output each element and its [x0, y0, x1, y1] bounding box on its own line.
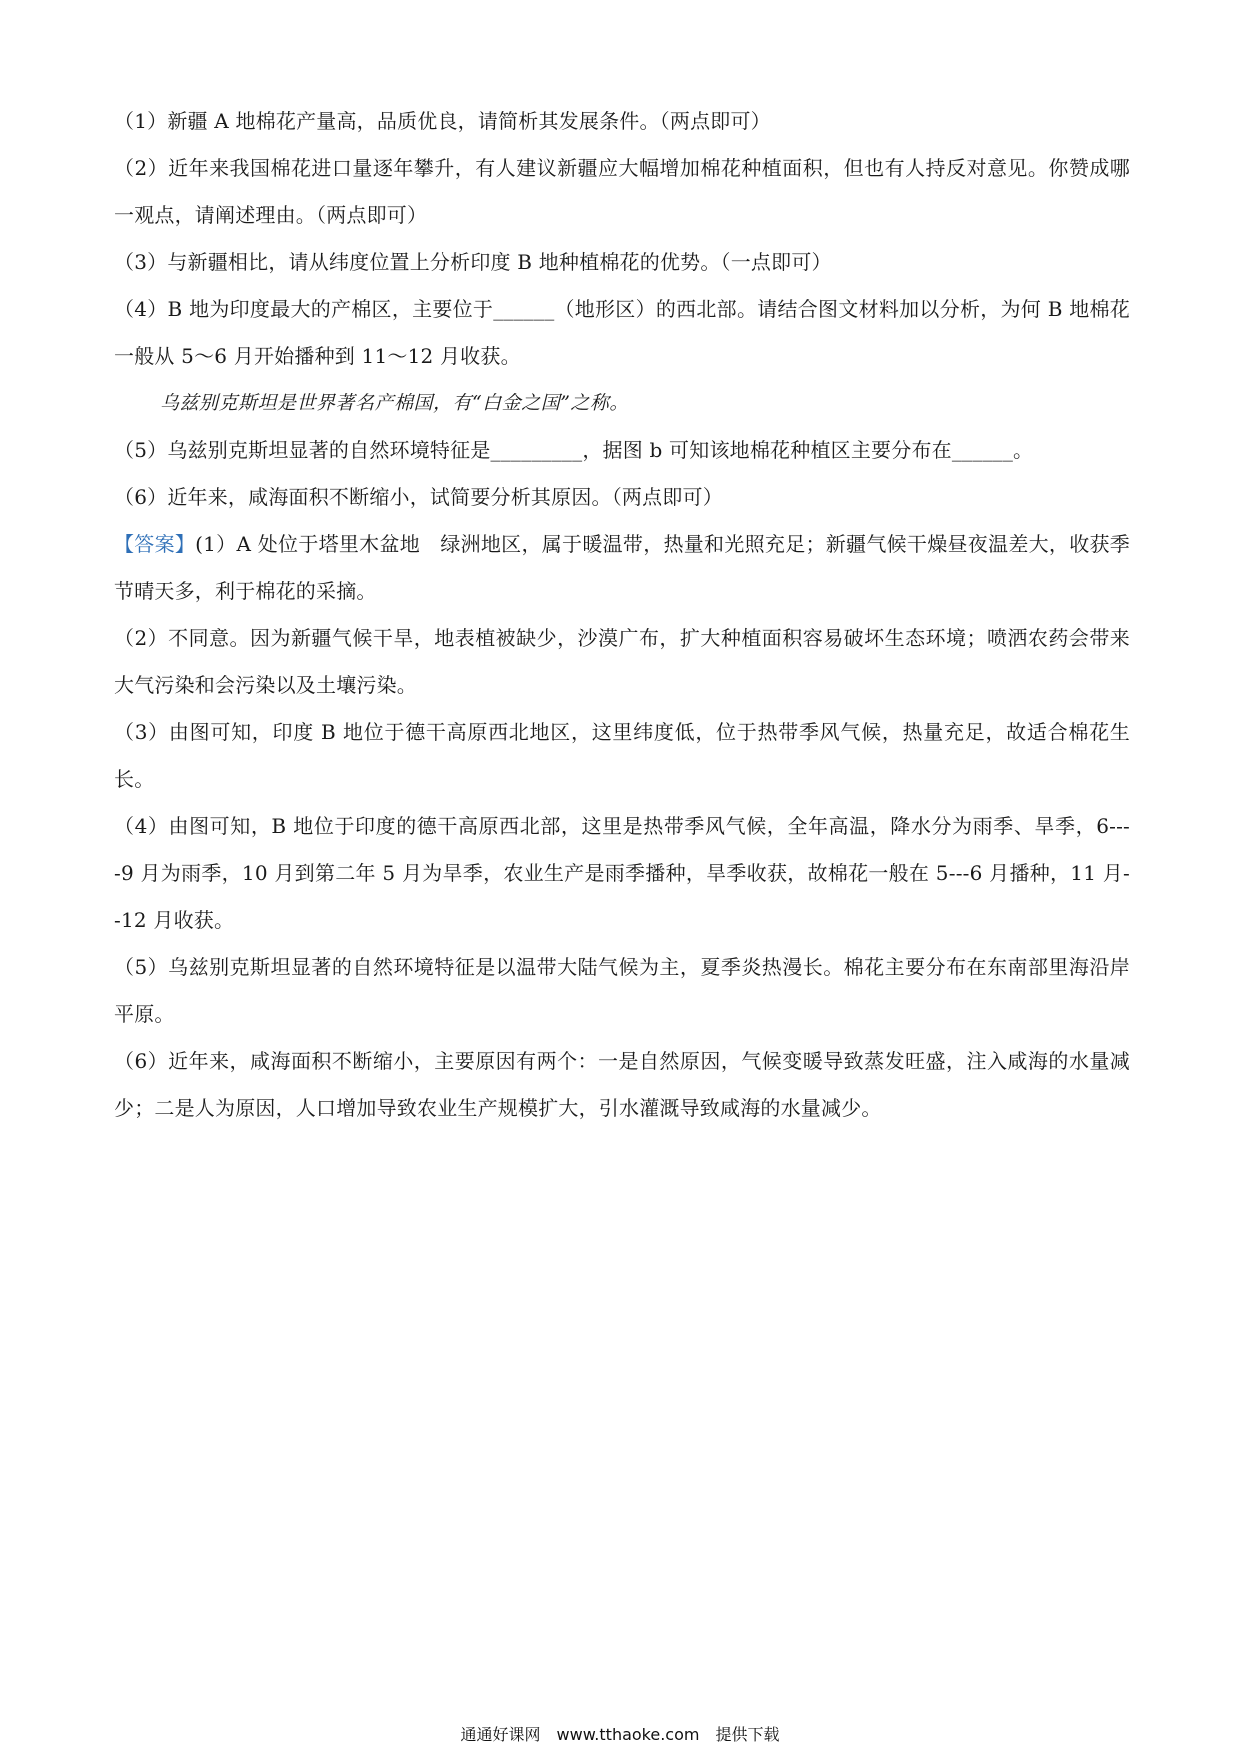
- answer-4: （4）由图可知，B 地位于印度的德干高原西北部，这里是热带季风气候，全年高温，降水分为雨季、旱季，6----9 月为雨季，10 月到第二年 5 月为旱季，农业生产是雨季播种，旱季收获，故棉花一般在 5---6 月播种，11 月--12 月收获。: [114, 814, 1130, 932]
- answer-1: [114, 521, 1130, 615]
- question-6: （6）近年来，咸海面积不断缩小，试简要分析其原因。（两点即可）: [114, 485, 723, 509]
- answer-tag: 【答案】: [114, 532, 196, 556]
- answer-2: （2）不同意。因为新疆气候干旱，地表植被缺少，沙漠广布，扩大种植面积容易破坏生态环境；喷洒农药会带来大气污染和会污染以及土壤污染。: [114, 626, 1130, 697]
- question-4: （4）B 地为印度最大的产棉区，主要位于______（地形区）的西北部。请结合图文材料加以分析，为何 B 地棉花一般从 5～6 月开始播种到 11～12 月收获。: [114, 297, 1130, 368]
- answer-1-text: (1）A 处位于塔里木盆地 绿洲地区，属于暖温带，热量和光照充足；新疆气候干燥昼夜温差大，收获季节晴天多，利于棉花的采摘。: [114, 532, 1130, 603]
- question-1: （1）新疆 A 地棉花产量高，品质优良，请简析其发展条件。（两点即可）: [114, 109, 771, 133]
- question-5: （5）乌兹别克斯坦显著的自然环境特征是_________，据图 b 可知该地棉花种植区主要分布在______。: [114, 438, 1034, 462]
- answer-6: （6）近年来，咸海面积不断缩小，主要原因有两个：一是自然原因，气候变暖导致蒸发旺盛，注入咸海的水量减少；二是人为原因，人口增加导致农业生产规模扩大，引水灌溉导致咸海的水量减少。: [114, 1049, 1130, 1120]
- question-2: （2）近年来我国棉花进口量逐年攀升，有人建议新疆应大幅增加棉花种植面积，但也有人持反对意见。你赞成哪一观点，请阐述理由。（两点即可）: [114, 156, 1130, 227]
- page-footer: 通通好课网 www.tthaoke.com 提供下载: [460, 1725, 780, 1744]
- answer-3: （3）由图可知，印度 B 地位于德干高原西北地区，这里纬度低，位于热带季风气候，热量充足，故适合棉花生长。: [114, 720, 1130, 791]
- document-content: [114, 98, 1130, 1132]
- question-3: （3）与新疆相比，请从纬度位置上分析印度 B 地种植棉花的优势。（一点即可）: [114, 250, 832, 274]
- answer-5: （5）乌兹别克斯坦显著的自然环境特征是以温带大陆气候为主，夏季炎热漫长。棉花主要分布在东南部里海沿岸平原。: [114, 955, 1130, 1026]
- material-note: 乌兹别克斯坦是世界著名产棉国，有“白金之国”之称。: [160, 392, 629, 414]
